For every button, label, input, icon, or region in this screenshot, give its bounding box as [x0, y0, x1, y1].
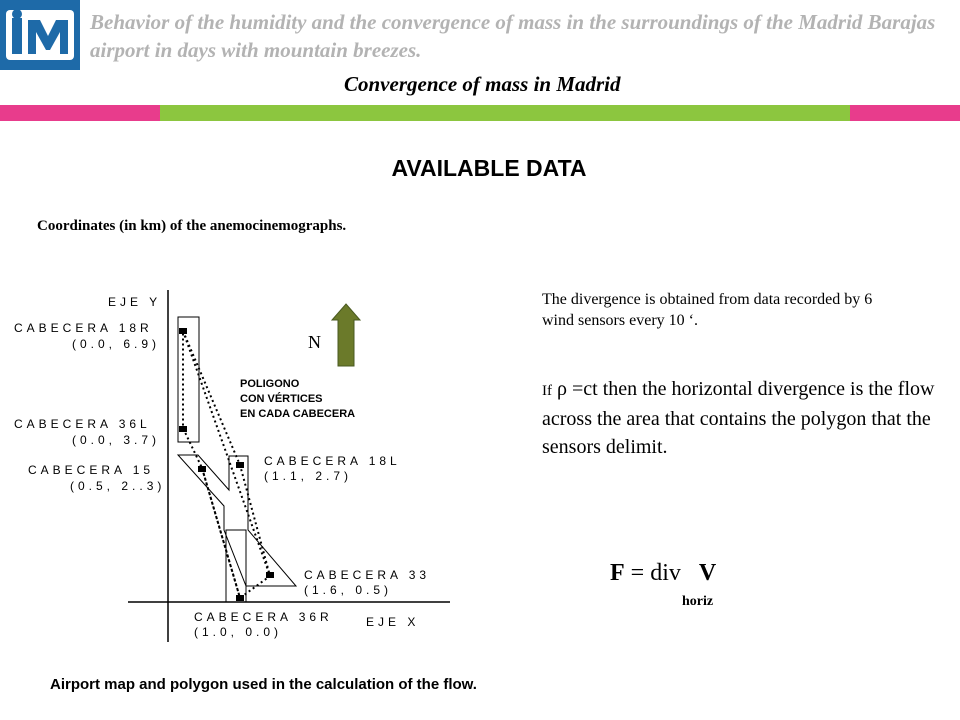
sensor-18l-coords: (1.1, 2.7) — [264, 469, 353, 483]
sensor-18l-marker — [236, 462, 244, 468]
decorative-stripe — [0, 105, 960, 121]
north-label: N — [308, 332, 321, 352]
sensor-18l-name: CABECERA 18L — [264, 454, 401, 468]
sensor-36r-coords: (1.0, 0.0) — [194, 625, 283, 639]
polygon-note-line-2: CON VÉRTICES — [240, 393, 323, 405]
sensor-18r-marker — [179, 328, 187, 334]
sensor-36l-coords: (0.0, 3.7) — [72, 433, 161, 447]
inm-logo — [0, 0, 80, 70]
inm-logo-mark — [0, 0, 80, 70]
divergence-description: The divergence is obtained from data recorded by 6 wind sensors every 10 ‘. — [542, 291, 873, 329]
sensor-36r-marker — [236, 595, 244, 601]
formula-operator: div — [650, 560, 681, 586]
formula-variable: V — [698, 560, 717, 586]
polygon-note-line-1: POLIGONO — [240, 378, 300, 390]
explanation-rest: ρ =ct then the horizontal divergence is the flow across the area that contains the polygon that the sensors delimit. — [542, 378, 935, 458]
sensor-36r-name: CABECERA 36R — [194, 610, 333, 624]
divergence-explanation — [542, 375, 942, 461]
sensor-36l-marker — [179, 426, 187, 432]
sensor-15-marker — [198, 466, 206, 472]
axis-x-label: EJE X — [366, 615, 420, 629]
presentation-subtitle: Behavior of the humidity and the convergence of mass in the surroundings of the Madrid Barajas airport in days with mountain breezes. — [90, 10, 936, 62]
airport-diagram — [0, 280, 540, 660]
formula-lhs: F — [610, 560, 625, 586]
sensor-15-name: CABECERA 15 — [28, 463, 155, 477]
flow-formula — [610, 560, 716, 587]
diagram-caption: Airport map and polygon used in the calculation of the flow. — [50, 676, 477, 693]
sensor-15-coords: (0.5, 2..3) — [70, 479, 166, 493]
runway-18r-36l — [178, 317, 199, 442]
if-word: If — [542, 383, 552, 399]
sensor-36l-name: CABECERA 36L — [14, 417, 151, 431]
section-heading: AVAILABLE DATA — [391, 155, 587, 181]
sensor-33-name: CABECERA 33 — [304, 568, 431, 582]
formula-equals: = — [624, 560, 651, 586]
sensor-33-marker — [266, 572, 274, 578]
coordinates-label: Coordinates (in km) of the anemocinemographs. — [37, 218, 347, 234]
polygon-note-line-3: EN CADA CABECERA — [240, 408, 356, 420]
north-arrow-icon — [332, 304, 360, 366]
slide-title: Convergence of mass in Madrid — [344, 72, 621, 96]
runway-36r — [226, 530, 246, 602]
axis-y-label: EJE Y — [108, 295, 162, 309]
sensor-33-coords: (1.6, 0.5) — [304, 583, 393, 597]
sensor-18r-coords: (0.0, 6.9) — [72, 337, 161, 351]
formula-subscript: horiz — [682, 594, 714, 609]
sensor-18r-name: CABECERA 18R — [14, 321, 153, 335]
